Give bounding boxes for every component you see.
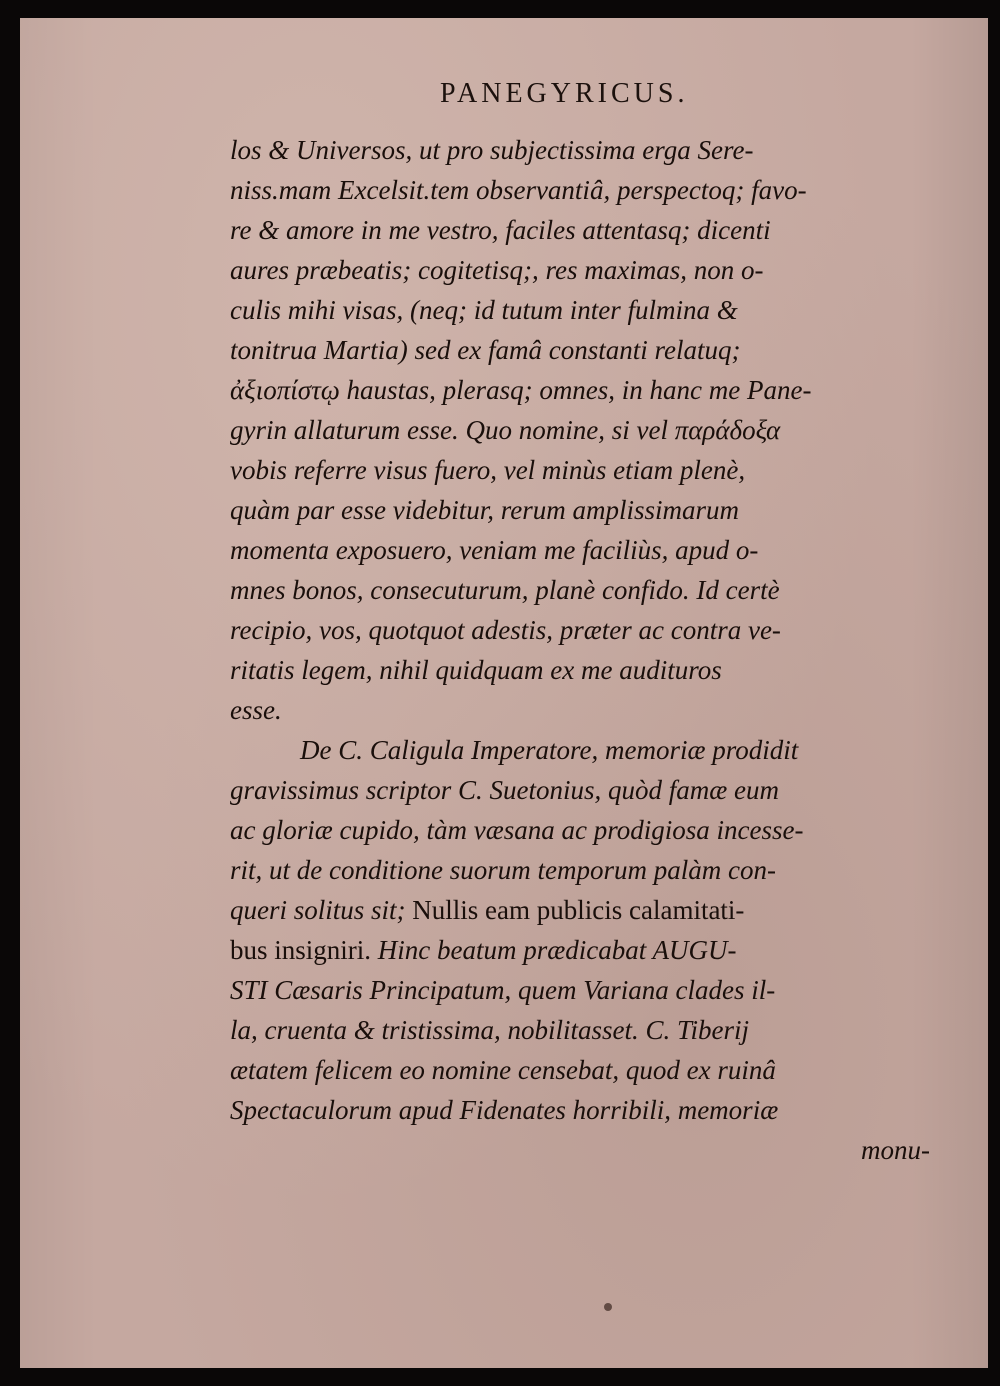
text-line: quàm par esse videbitur, rerum amplissimarum — [230, 495, 739, 525]
body-text — [230, 130, 930, 1170]
text-line: ritatis legem, nihil quidquam ex me audituros — [230, 655, 722, 685]
text-line: gravissimus scriptor C. Suetonius, quòd famæ eum — [230, 775, 780, 805]
book-page — [20, 18, 988, 1368]
ink-spot — [604, 1303, 612, 1311]
text-line: la, cruenta & tristissima, nobilitasset. C. Tiberij — [230, 1015, 750, 1045]
running-title: PANEGYRICUS. — [440, 78, 689, 109]
italic-segment: queri solitus sit; — [230, 895, 406, 925]
roman-segment: bus insigniri. — [230, 935, 372, 965]
text-line: re & amore in me vestro, faciles attentasq; dicenti — [230, 215, 771, 245]
text-line: recipio, vos, quotquot adestis, præter ac contra ve- — [230, 615, 781, 645]
text-line: ætatem felicem eo nomine censebat, quod ex ruinâ — [230, 1055, 776, 1085]
text-line: rit, ut de conditione suorum temporum palàm con- — [230, 855, 776, 885]
text-line — [230, 890, 930, 930]
text-line: vobis referre visus fuero, vel minùs etiam plenè, — [230, 455, 746, 485]
text-line: ἀξιοπίστῳ haustas, plerasq; omnes, in hanc me Pane- — [230, 375, 812, 405]
text-line: momenta exposuero, veniam me faciliùs, apud o- — [230, 535, 759, 565]
text-line: STI Cæsaris Principatum, quem Variana clades il- — [230, 975, 776, 1005]
text-line: ac gloriæ cupido, tàm væsana ac prodigiosa incesse- — [230, 815, 804, 845]
text-line: los & Universos, ut pro subjectissima erga Sere- — [230, 135, 754, 165]
text-line: aures præbeatis; cogitetisq;, res maximas, non o- — [230, 255, 764, 285]
roman-segment: Nullis eam publicis calamitati- — [412, 895, 745, 925]
text-line: niss.mam Excelsit.tem observantiâ, perspectoq; favo- — [230, 175, 807, 205]
text-line: gyrin allaturum esse. Quo nomine, si vel παράδοξα — [230, 415, 781, 445]
text-line: esse. — [230, 695, 282, 725]
text-line — [230, 930, 930, 970]
text-line: tonitrua Martia) sed ex famâ constanti relatuq; — [230, 335, 741, 365]
catchword: monu- — [861, 1135, 930, 1165]
italic-segment: Hinc beatum prædicabat AUGU- — [377, 935, 737, 965]
text-line: culis mihi visas, (neq; id tutum inter fulmina & — [230, 295, 738, 325]
text-line: mnes bonos, consecuturum, planè confido. Id certè — [230, 575, 780, 605]
text-line: Spectaculorum apud Fidenates horribili, memoriæ — [230, 1095, 779, 1125]
paragraph-start-line: De C. Caligula Imperatore, memoriæ prodidit — [300, 735, 799, 765]
